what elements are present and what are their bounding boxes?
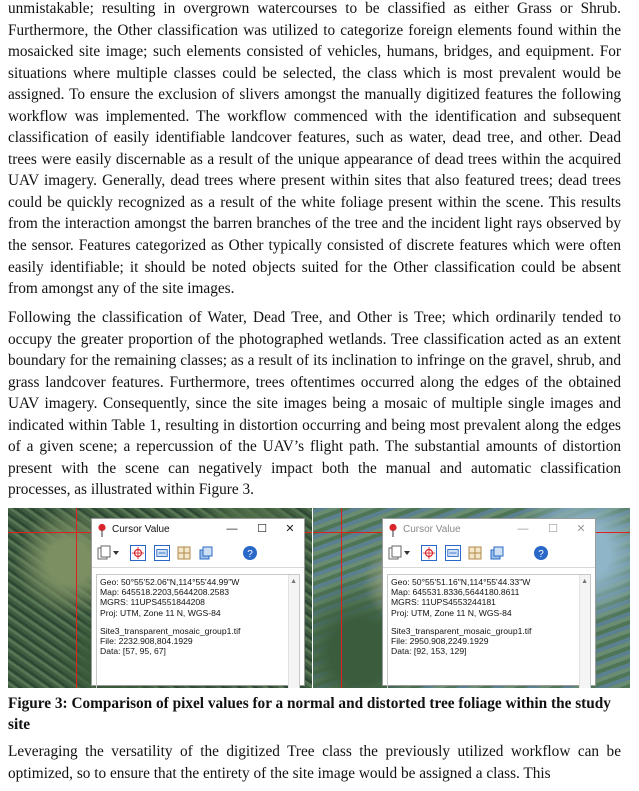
figure-panel-normal — [8, 508, 312, 688]
window-title: Cursor Value — [403, 524, 461, 535]
body-paragraph-1: unmistakable; resulting in overgrown watercourses to be classified as either Grass or Shrub. Furthermore, the Other classification was utilized to categorize foreign elements found within the mosaicked site image; such elements consisted of vehicles, humans, bridges, and equipment. For situations where multiple classes could be selected, the class which is most prevalent would be assigned. To ensure the exclusion of slivers amongst the manually digitized features the following workflow was implemented. The workflow commenced with the identification and subsequent classification of easily identifiable landcover features, such as water, dead tree, and other. Dead trees were easily discernable as a result of the unique appearance of dead trees within the acquired UAV imagery. Generally, dead trees where present within sites that also featured trees; dead trees could be quickly recognized as a result of the white foliage present within the scene. This results from the interaction amongst the barren branches of the tree and the incident light rays observed by the sensor. Features categorized as Other typically consisted of discrete features which were often easily identifiable; it should be noted objects suited for the Other classification could be absent from amongst any of the site images. — [8, 0, 621, 298]
chevron-down-icon[interactable] — [112, 549, 120, 557]
copy-icon[interactable] — [96, 545, 112, 561]
window-titlebar[interactable] — [383, 519, 595, 541]
cursor-value-window[interactable] — [91, 518, 305, 686]
crosshair-vertical — [76, 508, 77, 688]
window-titlebar[interactable] — [92, 519, 304, 541]
layers-icon[interactable] — [198, 545, 214, 561]
geo-coordinates: Geo: 50°55'51.16"N,114°55'44.33"W — [391, 577, 531, 587]
body-paragraph-2: Following the classification of Water, Dead Tree, and Other is Tree; which ordinarily tended to occupy the greater proportion of the photographed wetlands. Tree classification acted as an extent boundary for the remaining classes; as a result of its inclination to infringe on the gravel, shrub, and grass landcover features. Furthermore, trees oftentimes occurred along the edges of the obtained UAV imagery. Consequently, since the site images being a mosaic of multiple single images and indicated within Table 1, resulting in distortion occurring and being most prevalent along the edges of a given scene; a repercussion of the UAV’s flight path. The substantial amounts of distortion present with the scene can negatively impact both the manual and automatic classification processes, as illustrated within Figure 3. — [8, 309, 621, 499]
file-name: Site3_transparent_mosaic_group1.tif — [100, 625, 241, 636]
minimize-button[interactable]: — — [517, 523, 529, 535]
window-toolbar — [383, 541, 595, 568]
grid-icon[interactable] — [467, 545, 483, 561]
file-coordinates: File: 2232.908,804.1929 — [100, 636, 193, 647]
pixel-data-values: Data: [57, 95, 67] — [100, 646, 166, 657]
map-pin-icon — [388, 523, 398, 537]
window-toolbar — [92, 541, 304, 568]
crosshair-vertical — [341, 508, 342, 688]
projection: Proj: UTM, Zone 11 N, WGS-84 — [100, 607, 221, 618]
map-coordinates: Map: 645531.8336,5644180.8611 — [391, 587, 520, 598]
window-title: Cursor Value — [112, 524, 170, 535]
chevron-up-icon[interactable]: ▲ — [581, 578, 588, 585]
crosshair-target-icon[interactable] — [130, 545, 146, 561]
copy-icon[interactable] — [387, 545, 403, 561]
cursor-value-readout — [96, 574, 300, 688]
close-button[interactable]: ✕ — [285, 523, 295, 535]
figure-panel-distorted — [313, 508, 630, 688]
mgrs-coordinates: MGRS: 11UPS4553244181 — [391, 597, 496, 608]
figure-3 — [8, 508, 630, 688]
file-name: Site3_transparent_mosaic_group1.tif — [391, 625, 532, 636]
readout-icon[interactable] — [445, 545, 461, 561]
minimize-button[interactable]: — — [226, 523, 238, 535]
crosshair-target-icon[interactable] — [421, 545, 437, 561]
help-icon[interactable] — [242, 545, 258, 561]
svg-text:?: ? — [538, 549, 544, 560]
vertical-scrollbar[interactable] — [579, 575, 590, 688]
file-coordinates: File: 2950.908,2249.1929 — [391, 636, 489, 647]
close-button[interactable]: ✕ — [576, 523, 586, 535]
map-coordinates: Map: 645518.2203,5644208.2583 — [100, 587, 230, 598]
geo-coordinates: Geo: 50°55'52.06"N,114°55'44.99"W — [100, 577, 240, 587]
chevron-down-icon[interactable] — [403, 549, 411, 557]
maximize-button[interactable]: ☐ — [548, 523, 558, 535]
mgrs-coordinates: MGRS: 11UPS4551844208 — [100, 597, 205, 608]
chevron-up-icon[interactable]: ▲ — [290, 578, 297, 585]
help-icon[interactable] — [533, 545, 549, 561]
grid-icon[interactable] — [176, 545, 192, 561]
maximize-button[interactable]: ☐ — [257, 523, 267, 535]
readout-icon[interactable] — [154, 545, 170, 561]
projection: Proj: UTM, Zone 11 N, WGS-84 — [391, 607, 512, 618]
map-pin-icon — [97, 523, 107, 537]
svg-text:?: ? — [247, 549, 253, 560]
layers-icon[interactable] — [489, 545, 505, 561]
cursor-value-readout — [387, 574, 591, 688]
pixel-data-values: Data: [92, 153, 129] — [391, 646, 467, 657]
body-paragraph-3: Leveraging the versatility of the digitized Tree class the previously utilized workflow can be optimized, so to ensure that the entirety of the site image would be assigned a class. This — [8, 743, 621, 782]
vertical-scrollbar[interactable] — [288, 575, 299, 688]
figure-caption: Figure 3: Comparison of pixel values for a normal and distorted tree foliage within the study site — [8, 695, 611, 733]
cursor-value-window[interactable] — [382, 518, 596, 686]
